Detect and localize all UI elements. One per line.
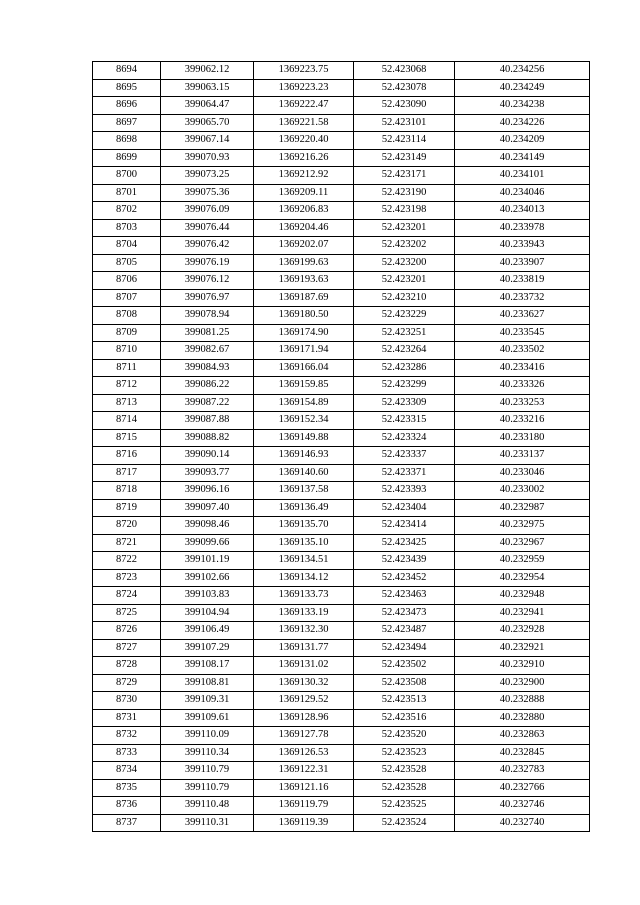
longitude-cell: 40.233326 — [455, 377, 590, 395]
latitude-cell: 52.423101 — [354, 114, 455, 132]
point-number-cell: 8730 — [93, 692, 161, 710]
y-coordinate-cell: 1369221.58 — [254, 114, 354, 132]
point-number-cell: 8699 — [93, 149, 161, 167]
point-number-cell: 8735 — [93, 779, 161, 797]
longitude-cell: 40.234238 — [455, 97, 590, 115]
x-coordinate-cell: 399076.09 — [161, 202, 254, 220]
longitude-cell: 40.232941 — [455, 604, 590, 622]
y-coordinate-cell: 1369159.85 — [254, 377, 354, 395]
latitude-cell: 52.423528 — [354, 762, 455, 780]
x-coordinate-cell: 399107.29 — [161, 639, 254, 657]
point-number-cell: 8734 — [93, 762, 161, 780]
point-number-cell: 8711 — [93, 359, 161, 377]
longitude-cell: 40.233545 — [455, 324, 590, 342]
longitude-cell: 40.232783 — [455, 762, 590, 780]
longitude-cell: 40.232880 — [455, 709, 590, 727]
y-coordinate-cell: 1369134.12 — [254, 569, 354, 587]
latitude-cell: 52.423198 — [354, 202, 455, 220]
x-coordinate-cell: 399075.36 — [161, 184, 254, 202]
latitude-cell: 52.423516 — [354, 709, 455, 727]
y-coordinate-cell: 1369171.94 — [254, 342, 354, 360]
longitude-cell: 40.234256 — [455, 62, 590, 80]
longitude-cell: 40.233732 — [455, 289, 590, 307]
latitude-cell: 52.423299 — [354, 377, 455, 395]
y-coordinate-cell: 1369149.88 — [254, 429, 354, 447]
y-coordinate-cell: 1369212.92 — [254, 167, 354, 185]
point-number-cell: 8713 — [93, 394, 161, 412]
point-number-cell: 8719 — [93, 499, 161, 517]
point-number-cell: 8700 — [93, 167, 161, 185]
y-coordinate-cell: 1369130.32 — [254, 674, 354, 692]
x-coordinate-cell: 399087.88 — [161, 412, 254, 430]
longitude-cell: 40.233253 — [455, 394, 590, 412]
x-coordinate-cell: 399078.94 — [161, 307, 254, 325]
latitude-cell: 52.423473 — [354, 604, 455, 622]
latitude-cell: 52.423149 — [354, 149, 455, 167]
table-row — [93, 167, 590, 185]
point-number-cell: 8716 — [93, 447, 161, 465]
table-row — [93, 639, 590, 657]
point-number-cell: 8706 — [93, 272, 161, 290]
latitude-cell: 52.423337 — [354, 447, 455, 465]
x-coordinate-cell: 399067.14 — [161, 132, 254, 150]
point-number-cell: 8733 — [93, 744, 161, 762]
x-coordinate-cell: 399110.48 — [161, 797, 254, 815]
point-number-cell: 8702 — [93, 202, 161, 220]
table-row — [93, 394, 590, 412]
longitude-cell: 40.234226 — [455, 114, 590, 132]
latitude-cell: 52.423528 — [354, 779, 455, 797]
longitude-cell: 40.233137 — [455, 447, 590, 465]
latitude-cell: 52.423309 — [354, 394, 455, 412]
longitude-cell: 40.234149 — [455, 149, 590, 167]
table-row — [93, 727, 590, 745]
table-row — [93, 674, 590, 692]
table-row — [93, 272, 590, 290]
y-coordinate-cell: 1369135.70 — [254, 517, 354, 535]
point-number-cell: 8697 — [93, 114, 161, 132]
y-coordinate-cell: 1369187.69 — [254, 289, 354, 307]
table-row — [93, 184, 590, 202]
x-coordinate-cell: 399096.16 — [161, 482, 254, 500]
longitude-cell: 40.232975 — [455, 517, 590, 535]
point-number-cell: 8715 — [93, 429, 161, 447]
latitude-cell: 52.423068 — [354, 62, 455, 80]
point-number-cell: 8727 — [93, 639, 161, 657]
longitude-cell: 40.232921 — [455, 639, 590, 657]
x-coordinate-cell: 399109.31 — [161, 692, 254, 710]
y-coordinate-cell: 1369127.78 — [254, 727, 354, 745]
y-coordinate-cell: 1369133.73 — [254, 587, 354, 605]
table-row — [93, 342, 590, 360]
table-row — [93, 429, 590, 447]
table-row — [93, 377, 590, 395]
longitude-cell: 40.233216 — [455, 412, 590, 430]
x-coordinate-cell: 399110.09 — [161, 727, 254, 745]
longitude-cell: 40.232967 — [455, 534, 590, 552]
latitude-cell: 52.423200 — [354, 254, 455, 272]
point-number-cell: 8709 — [93, 324, 161, 342]
longitude-cell: 40.232959 — [455, 552, 590, 570]
y-coordinate-cell: 1369220.40 — [254, 132, 354, 150]
table-row — [93, 709, 590, 727]
y-coordinate-cell: 1369128.96 — [254, 709, 354, 727]
table-row — [93, 412, 590, 430]
point-number-cell: 8694 — [93, 62, 161, 80]
y-coordinate-cell: 1369131.02 — [254, 657, 354, 675]
x-coordinate-cell: 399093.77 — [161, 464, 254, 482]
point-number-cell: 8736 — [93, 797, 161, 815]
longitude-cell: 40.234046 — [455, 184, 590, 202]
point-number-cell: 8704 — [93, 237, 161, 255]
latitude-cell: 52.423201 — [354, 219, 455, 237]
x-coordinate-cell: 399108.81 — [161, 674, 254, 692]
longitude-cell: 40.234013 — [455, 202, 590, 220]
longitude-cell: 40.232928 — [455, 622, 590, 640]
table-row — [93, 359, 590, 377]
x-coordinate-cell: 399087.22 — [161, 394, 254, 412]
y-coordinate-cell: 1369152.34 — [254, 412, 354, 430]
table-row — [93, 79, 590, 97]
longitude-cell: 40.232987 — [455, 499, 590, 517]
table-row — [93, 534, 590, 552]
point-number-cell: 8729 — [93, 674, 161, 692]
table-row — [93, 324, 590, 342]
x-coordinate-cell: 399065.70 — [161, 114, 254, 132]
x-coordinate-cell: 399062.12 — [161, 62, 254, 80]
x-coordinate-cell: 399097.40 — [161, 499, 254, 517]
table-row — [93, 604, 590, 622]
y-coordinate-cell: 1369223.75 — [254, 62, 354, 80]
y-coordinate-cell: 1369180.50 — [254, 307, 354, 325]
table-row — [93, 762, 590, 780]
y-coordinate-cell: 1369154.89 — [254, 394, 354, 412]
latitude-cell: 52.423190 — [354, 184, 455, 202]
x-coordinate-cell: 399110.79 — [161, 762, 254, 780]
table-row — [93, 254, 590, 272]
point-number-cell: 8714 — [93, 412, 161, 430]
y-coordinate-cell: 1369137.58 — [254, 482, 354, 500]
table-row — [93, 62, 590, 80]
table-row — [93, 744, 590, 762]
table-row — [93, 779, 590, 797]
latitude-cell: 52.423425 — [354, 534, 455, 552]
x-coordinate-cell: 399088.82 — [161, 429, 254, 447]
x-coordinate-cell: 399101.19 — [161, 552, 254, 570]
latitude-cell: 52.423414 — [354, 517, 455, 535]
x-coordinate-cell: 399082.67 — [161, 342, 254, 360]
x-coordinate-cell: 399106.49 — [161, 622, 254, 640]
longitude-cell: 40.233416 — [455, 359, 590, 377]
y-coordinate-cell: 1369223.23 — [254, 79, 354, 97]
longitude-cell: 40.233502 — [455, 342, 590, 360]
table-row — [93, 114, 590, 132]
latitude-cell: 52.423078 — [354, 79, 455, 97]
longitude-cell: 40.233627 — [455, 307, 590, 325]
point-number-cell: 8725 — [93, 604, 161, 622]
table-row — [93, 149, 590, 167]
y-coordinate-cell: 1369119.39 — [254, 814, 354, 832]
point-number-cell: 8731 — [93, 709, 161, 727]
point-number-cell: 8696 — [93, 97, 161, 115]
x-coordinate-cell: 399110.34 — [161, 744, 254, 762]
latitude-cell: 52.423487 — [354, 622, 455, 640]
table-row — [93, 202, 590, 220]
y-coordinate-cell: 1369174.90 — [254, 324, 354, 342]
latitude-cell: 52.423523 — [354, 744, 455, 762]
latitude-cell: 52.423201 — [354, 272, 455, 290]
point-number-cell: 8721 — [93, 534, 161, 552]
x-coordinate-cell: 399081.25 — [161, 324, 254, 342]
point-number-cell: 8707 — [93, 289, 161, 307]
x-coordinate-cell: 399110.79 — [161, 779, 254, 797]
y-coordinate-cell: 1369121.16 — [254, 779, 354, 797]
longitude-cell: 40.232888 — [455, 692, 590, 710]
latitude-cell: 52.423524 — [354, 814, 455, 832]
point-number-cell: 8710 — [93, 342, 161, 360]
point-number-cell: 8728 — [93, 657, 161, 675]
latitude-cell: 52.423114 — [354, 132, 455, 150]
latitude-cell: 52.423494 — [354, 639, 455, 657]
longitude-cell: 40.233819 — [455, 272, 590, 290]
table-row — [93, 307, 590, 325]
longitude-cell: 40.234249 — [455, 79, 590, 97]
longitude-cell: 40.233002 — [455, 482, 590, 500]
point-number-cell: 8708 — [93, 307, 161, 325]
x-coordinate-cell: 399104.94 — [161, 604, 254, 622]
point-number-cell: 8723 — [93, 569, 161, 587]
table-row — [93, 814, 590, 832]
x-coordinate-cell: 399084.93 — [161, 359, 254, 377]
point-number-cell: 8724 — [93, 587, 161, 605]
latitude-cell: 52.423171 — [354, 167, 455, 185]
table-row — [93, 499, 590, 517]
y-coordinate-cell: 1369131.77 — [254, 639, 354, 657]
x-coordinate-cell: 399070.93 — [161, 149, 254, 167]
y-coordinate-cell: 1369136.49 — [254, 499, 354, 517]
point-number-cell: 8720 — [93, 517, 161, 535]
y-coordinate-cell: 1369209.11 — [254, 184, 354, 202]
longitude-cell: 40.232948 — [455, 587, 590, 605]
table-row — [93, 97, 590, 115]
x-coordinate-cell: 399076.97 — [161, 289, 254, 307]
latitude-cell: 52.423393 — [354, 482, 455, 500]
latitude-cell: 52.423210 — [354, 289, 455, 307]
point-number-cell: 8718 — [93, 482, 161, 500]
y-coordinate-cell: 1369133.19 — [254, 604, 354, 622]
longitude-cell: 40.232766 — [455, 779, 590, 797]
x-coordinate-cell: 399103.83 — [161, 587, 254, 605]
x-coordinate-cell: 399064.47 — [161, 97, 254, 115]
x-coordinate-cell: 399076.42 — [161, 237, 254, 255]
table-row — [93, 482, 590, 500]
y-coordinate-cell: 1369206.83 — [254, 202, 354, 220]
x-coordinate-cell: 399108.17 — [161, 657, 254, 675]
latitude-cell: 52.423513 — [354, 692, 455, 710]
table-row — [93, 692, 590, 710]
y-coordinate-cell: 1369204.46 — [254, 219, 354, 237]
x-coordinate-cell: 399076.19 — [161, 254, 254, 272]
y-coordinate-cell: 1369166.04 — [254, 359, 354, 377]
point-number-cell: 8717 — [93, 464, 161, 482]
point-number-cell: 8726 — [93, 622, 161, 640]
point-number-cell: 8695 — [93, 79, 161, 97]
x-coordinate-cell: 399063.15 — [161, 79, 254, 97]
longitude-cell: 40.233978 — [455, 219, 590, 237]
point-number-cell: 8698 — [93, 132, 161, 150]
point-number-cell: 8722 — [93, 552, 161, 570]
x-coordinate-cell: 399086.22 — [161, 377, 254, 395]
table-row — [93, 552, 590, 570]
latitude-cell: 52.423520 — [354, 727, 455, 745]
x-coordinate-cell: 399073.25 — [161, 167, 254, 185]
y-coordinate-cell: 1369146.93 — [254, 447, 354, 465]
latitude-cell: 52.423463 — [354, 587, 455, 605]
x-coordinate-cell: 399076.12 — [161, 272, 254, 290]
point-number-cell: 8732 — [93, 727, 161, 745]
x-coordinate-cell: 399109.61 — [161, 709, 254, 727]
y-coordinate-cell: 1369140.60 — [254, 464, 354, 482]
y-coordinate-cell: 1369202.07 — [254, 237, 354, 255]
table-row — [93, 569, 590, 587]
table-row — [93, 657, 590, 675]
longitude-cell: 40.232845 — [455, 744, 590, 762]
y-coordinate-cell: 1369134.51 — [254, 552, 354, 570]
latitude-cell: 52.423371 — [354, 464, 455, 482]
table-row — [93, 289, 590, 307]
longitude-cell: 40.233046 — [455, 464, 590, 482]
latitude-cell: 52.423251 — [354, 324, 455, 342]
longitude-cell: 40.232910 — [455, 657, 590, 675]
latitude-cell: 52.423286 — [354, 359, 455, 377]
table-row — [93, 447, 590, 465]
x-coordinate-cell: 399110.31 — [161, 814, 254, 832]
y-coordinate-cell: 1369135.10 — [254, 534, 354, 552]
coordinates-table — [92, 61, 590, 832]
longitude-cell: 40.232954 — [455, 569, 590, 587]
y-coordinate-cell: 1369119.79 — [254, 797, 354, 815]
y-coordinate-cell: 1369193.63 — [254, 272, 354, 290]
table-row — [93, 517, 590, 535]
table-row — [93, 237, 590, 255]
longitude-cell: 40.233907 — [455, 254, 590, 272]
longitude-cell: 40.234209 — [455, 132, 590, 150]
table-row — [93, 797, 590, 815]
latitude-cell: 52.423324 — [354, 429, 455, 447]
latitude-cell: 52.423439 — [354, 552, 455, 570]
x-coordinate-cell: 399102.66 — [161, 569, 254, 587]
latitude-cell: 52.423090 — [354, 97, 455, 115]
longitude-cell: 40.232900 — [455, 674, 590, 692]
latitude-cell: 52.423452 — [354, 569, 455, 587]
longitude-cell: 40.233180 — [455, 429, 590, 447]
longitude-cell: 40.232740 — [455, 814, 590, 832]
latitude-cell: 52.423202 — [354, 237, 455, 255]
point-number-cell: 8703 — [93, 219, 161, 237]
longitude-cell: 40.233943 — [455, 237, 590, 255]
x-coordinate-cell: 399099.66 — [161, 534, 254, 552]
x-coordinate-cell: 399090.14 — [161, 447, 254, 465]
x-coordinate-cell: 399076.44 — [161, 219, 254, 237]
longitude-cell: 40.232746 — [455, 797, 590, 815]
latitude-cell: 52.423502 — [354, 657, 455, 675]
x-coordinate-cell: 399098.46 — [161, 517, 254, 535]
point-number-cell: 8705 — [93, 254, 161, 272]
table-row — [93, 219, 590, 237]
table-row — [93, 132, 590, 150]
point-number-cell: 8701 — [93, 184, 161, 202]
latitude-cell: 52.423315 — [354, 412, 455, 430]
latitude-cell: 52.423508 — [354, 674, 455, 692]
table-row — [93, 622, 590, 640]
latitude-cell: 52.423525 — [354, 797, 455, 815]
y-coordinate-cell: 1369132.30 — [254, 622, 354, 640]
point-number-cell: 8737 — [93, 814, 161, 832]
table-row — [93, 464, 590, 482]
table-row — [93, 587, 590, 605]
y-coordinate-cell: 1369216.26 — [254, 149, 354, 167]
y-coordinate-cell: 1369129.52 — [254, 692, 354, 710]
longitude-cell: 40.234101 — [455, 167, 590, 185]
y-coordinate-cell: 1369199.63 — [254, 254, 354, 272]
latitude-cell: 52.423264 — [354, 342, 455, 360]
y-coordinate-cell: 1369126.53 — [254, 744, 354, 762]
point-number-cell: 8712 — [93, 377, 161, 395]
y-coordinate-cell: 1369122.31 — [254, 762, 354, 780]
y-coordinate-cell: 1369222.47 — [254, 97, 354, 115]
coordinates-table-body — [93, 62, 590, 832]
latitude-cell: 52.423229 — [354, 307, 455, 325]
longitude-cell: 40.232863 — [455, 727, 590, 745]
latitude-cell: 52.423404 — [354, 499, 455, 517]
